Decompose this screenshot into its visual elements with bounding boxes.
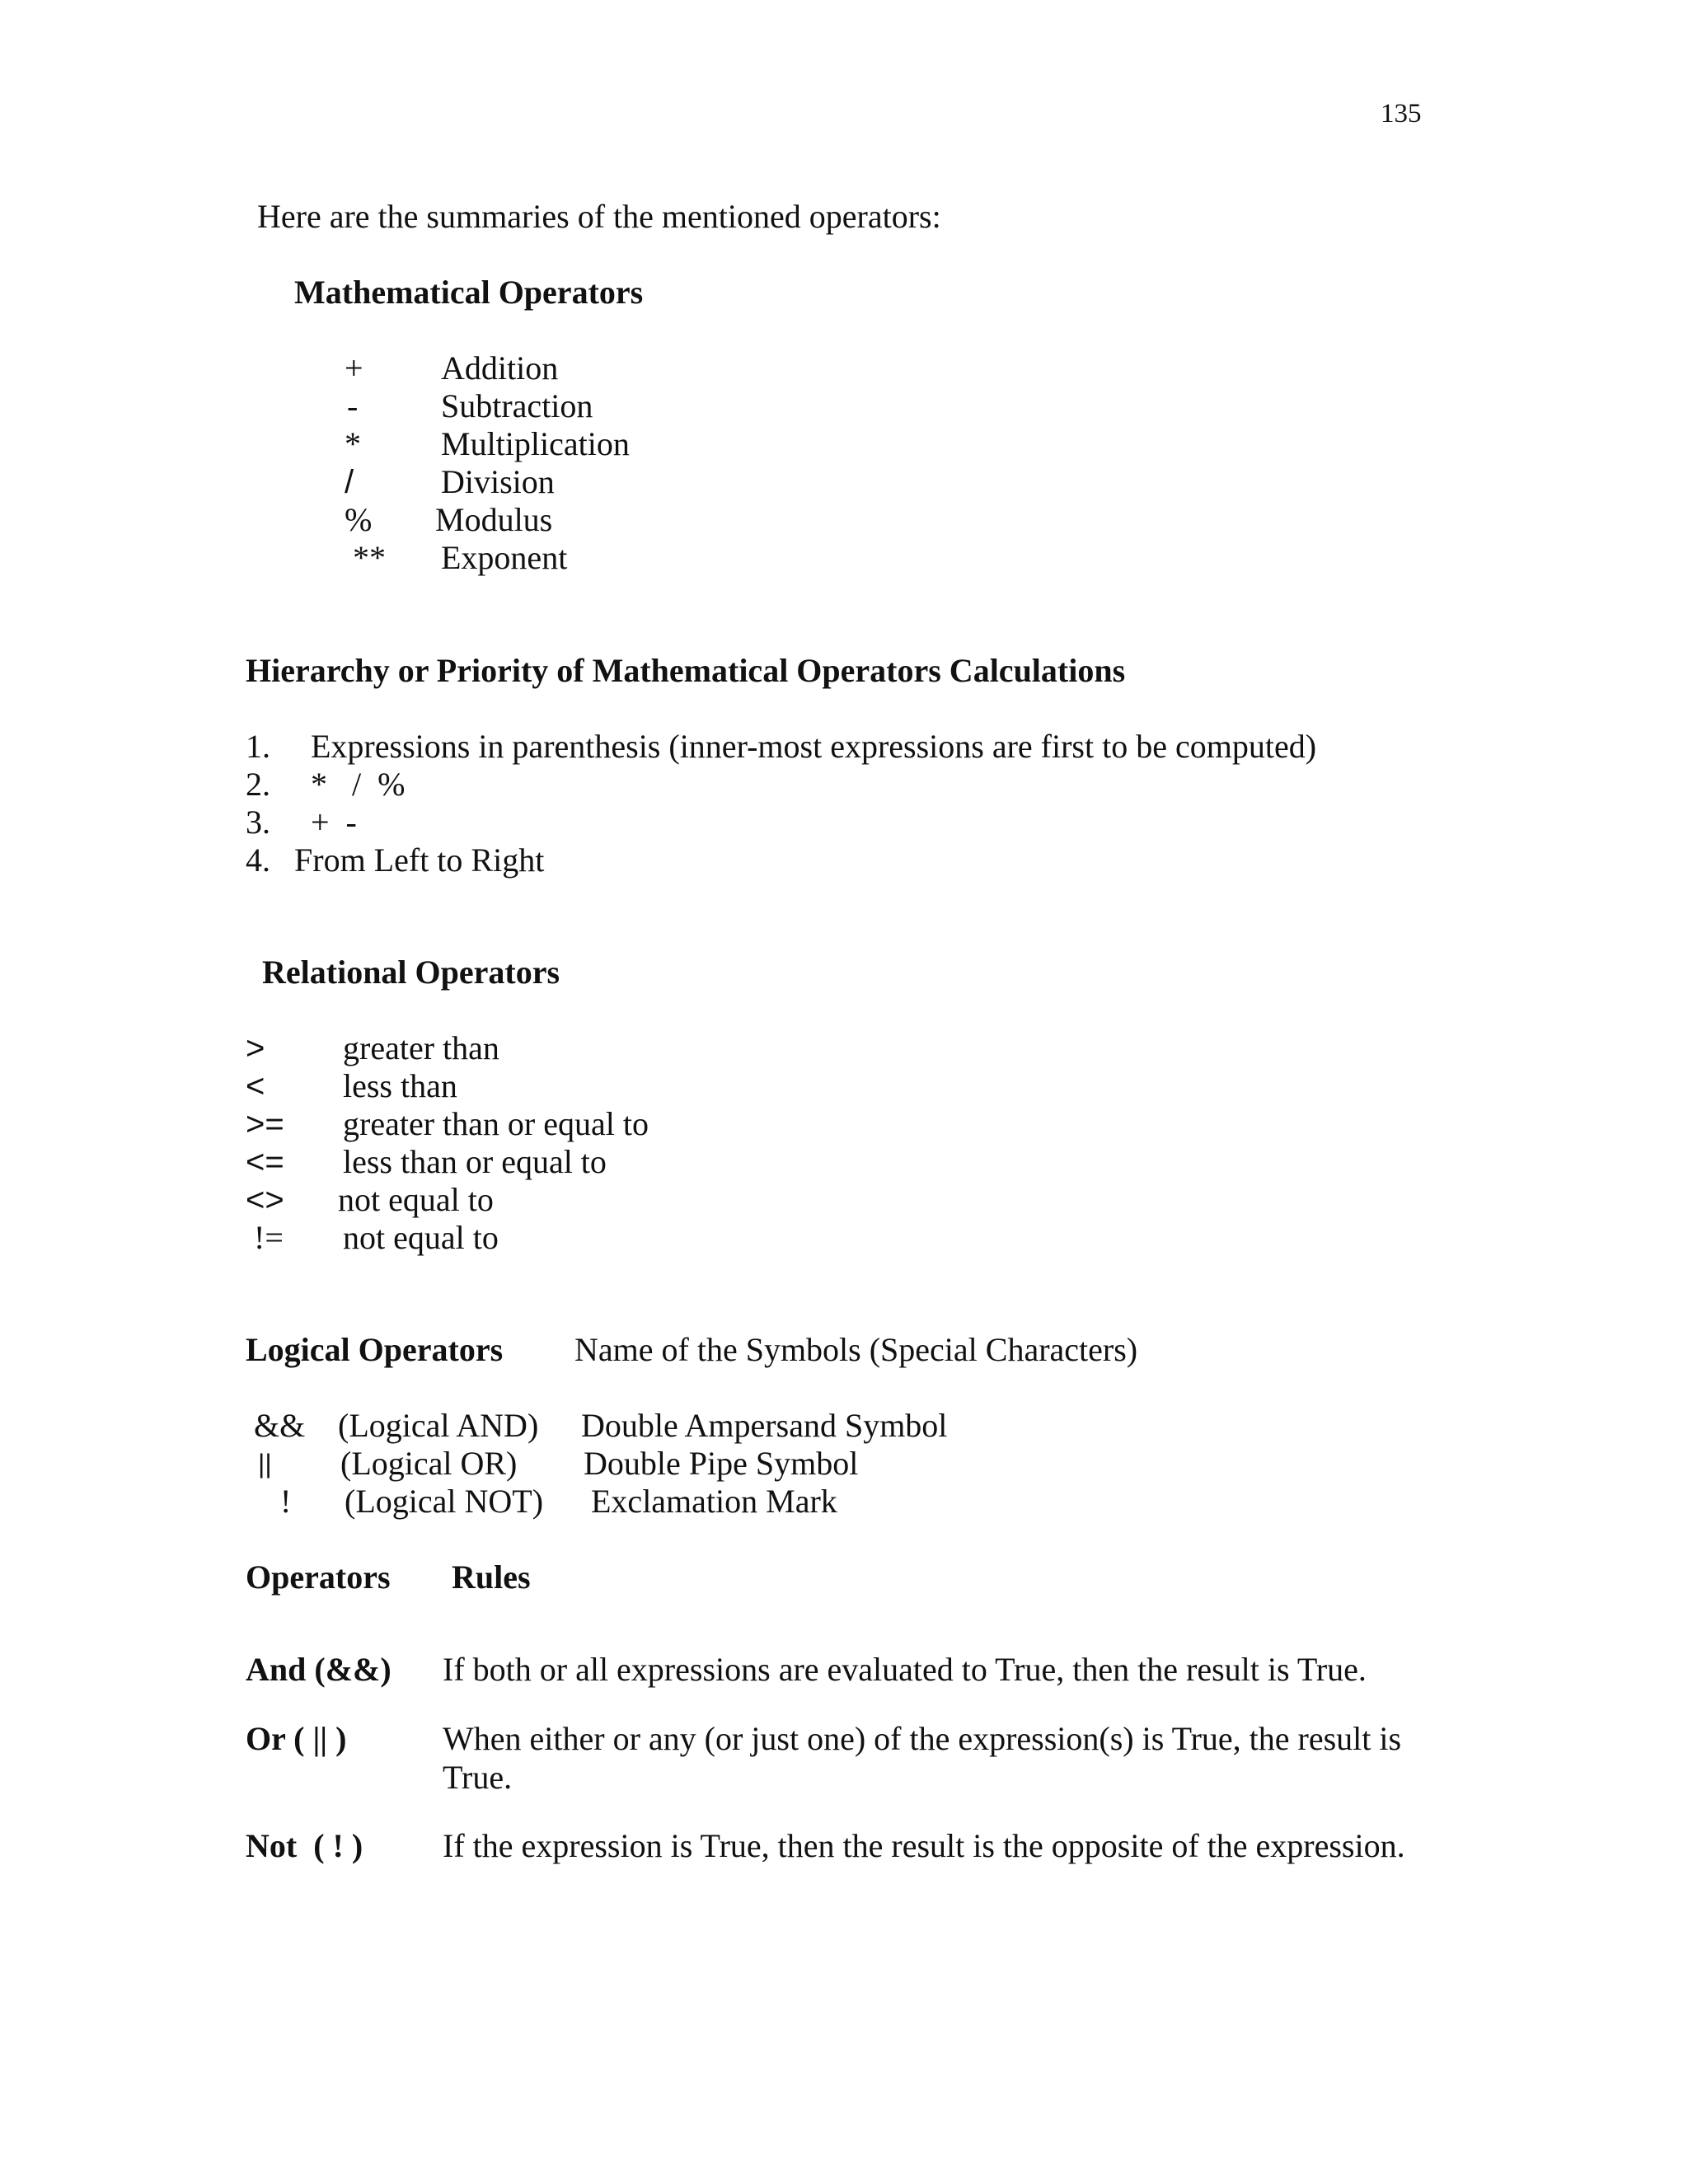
hierarchy-number: 4. bbox=[246, 841, 270, 879]
math-symbol: % bbox=[345, 501, 373, 538]
hierarchy-text: + - bbox=[311, 804, 357, 841]
hierarchy-text: From Left to Right bbox=[294, 841, 545, 879]
relational-name: not equal to bbox=[338, 1181, 494, 1218]
hierarchy-number: 3. bbox=[246, 804, 270, 841]
math-name: Division bbox=[441, 463, 555, 500]
rule-text: If the expression is True, then the result is the opposite of the expression. bbox=[443, 1827, 1405, 1864]
relational-symbol: < bbox=[246, 1068, 265, 1104]
logical-name: (Logical OR) bbox=[340, 1445, 518, 1482]
hierarchy-text: * / % bbox=[311, 766, 406, 803]
intro-text: Here are the summaries of the mentioned operators: bbox=[257, 198, 941, 235]
relational-name: less than or equal to bbox=[343, 1143, 607, 1180]
relational-symbol: > bbox=[246, 1030, 265, 1066]
relational-symbol: <= bbox=[246, 1144, 284, 1180]
relational-name: not equal to bbox=[343, 1219, 499, 1256]
math-name: Multiplication bbox=[441, 425, 630, 462]
math-name: Exponent bbox=[441, 539, 568, 576]
rule-operator: Not ( ! ) bbox=[246, 1827, 363, 1864]
logical-heading: Logical Operators bbox=[246, 1331, 504, 1368]
rules-column-operators: Operators bbox=[246, 1558, 391, 1596]
logical-symbol-name: Exclamation Mark bbox=[591, 1483, 837, 1520]
hierarchy-number: 1. bbox=[246, 728, 270, 765]
relational-name: greater than bbox=[343, 1029, 499, 1066]
math-symbol: + bbox=[345, 349, 363, 387]
relational-heading: Relational Operators bbox=[262, 954, 560, 991]
relational-name: less than bbox=[343, 1067, 457, 1104]
relational-symbol: != bbox=[254, 1219, 284, 1256]
math-name: Modulus bbox=[435, 501, 553, 538]
rule-text: When either or any (or just one) of the expression(s) is True, the result is bbox=[443, 1720, 1402, 1757]
hierarchy-number: 2. bbox=[246, 766, 270, 803]
logical-symbol-name: Double Pipe Symbol bbox=[584, 1445, 859, 1482]
rule-operator: Or ( || ) bbox=[246, 1720, 347, 1757]
logical-symbol: ! bbox=[280, 1483, 292, 1520]
logical-symbol: && bbox=[254, 1407, 306, 1444]
logical-symbol: || bbox=[258, 1449, 272, 1479]
hierarchy-text: Expressions in parenthesis (inner-most expressions are first to be computed) bbox=[311, 728, 1317, 765]
math-symbol: / bbox=[345, 464, 354, 500]
hierarchy-heading: Hierarchy or Priority of Mathematical Operators Calculations bbox=[246, 652, 1126, 689]
rules-column-rules: Rules bbox=[452, 1558, 531, 1596]
math-heading: Mathematical Operators bbox=[294, 274, 644, 311]
rule-text: If both or all expressions are evaluated to True, then the result is True. bbox=[443, 1651, 1367, 1688]
rule-text-continuation: True. bbox=[443, 1759, 513, 1796]
math-symbol: ** bbox=[353, 539, 386, 576]
rule-operator: And (&&) bbox=[246, 1651, 392, 1688]
math-name: Subtraction bbox=[441, 387, 593, 424]
logical-name: (Logical AND) bbox=[338, 1407, 539, 1444]
page-number: 135 bbox=[1381, 99, 1422, 129]
math-symbol: * bbox=[345, 425, 361, 462]
relational-symbol: >= bbox=[246, 1106, 284, 1142]
logical-name: (Logical NOT) bbox=[345, 1483, 544, 1520]
logical-symbol-name: Double Ampersand Symbol bbox=[581, 1407, 948, 1444]
math-name: Addition bbox=[441, 349, 559, 387]
relational-symbol: <> bbox=[246, 1182, 284, 1218]
math-symbol: - bbox=[347, 387, 359, 424]
logical-subheading: Name of the Symbols (Special Characters) bbox=[574, 1331, 1138, 1368]
relational-name: greater than or equal to bbox=[343, 1105, 649, 1142]
